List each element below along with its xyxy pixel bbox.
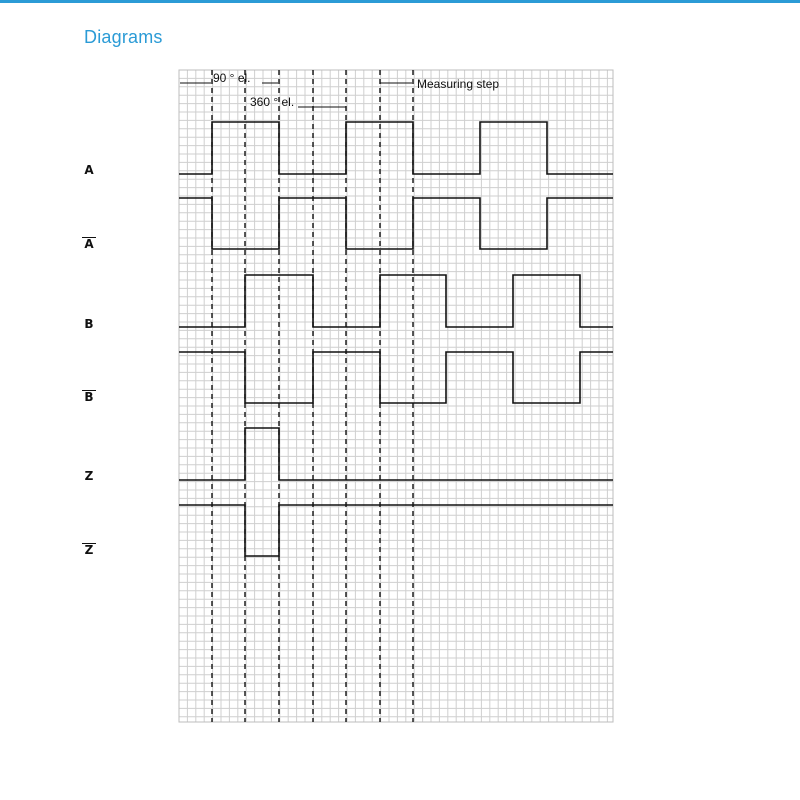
waveform-b (179, 275, 613, 327)
waveform-a (179, 122, 613, 174)
waveform-z (179, 428, 613, 480)
signal-label-b: B (84, 317, 94, 331)
signal-label-a: A (84, 163, 94, 177)
label-360-el: 360 ° el. (250, 95, 295, 109)
page-title: Diagrams (84, 27, 163, 47)
signal-label-z: Z (84, 469, 94, 483)
label-measuring-step: Measuring step (417, 77, 500, 91)
label-90-el: 90 ° el. (213, 71, 251, 85)
signal-label-b-bar: B (82, 390, 96, 403)
signal-label-a-bar: A (82, 237, 96, 250)
signal-label-z-bar: Z (82, 543, 96, 556)
grid (179, 70, 613, 722)
waveform-b-bar (179, 352, 613, 403)
waveform-a-bar (179, 198, 613, 249)
